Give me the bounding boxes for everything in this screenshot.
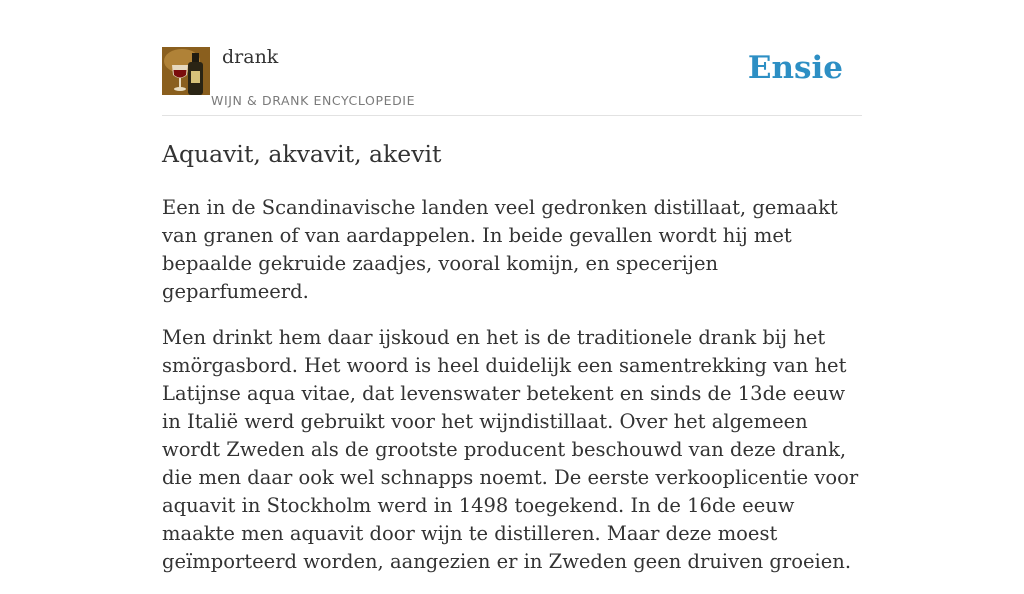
source-subtitle: WIJN & DRANK ENCYCLOPEDIE	[211, 93, 416, 108]
wine-glass-bottle-icon[interactable]	[162, 47, 210, 95]
article-paragraph: Een in de Scandinavische landen veel gedronken distillaat, gemaakt van granen of van aardappelen. In beide gevallen wordt hij met bepaalde gekruide zaadjes, vooral komijn, en specerijen geparfumeerd.	[162, 196, 838, 303]
article-title: Aquavit, akvavit, akevit	[162, 140, 442, 168]
article-paragraph: Men drinkt hem daar ijskoud en het is de traditionele drank bij het smörgasbord. Het woord is heel duidelijk een samentrekking van het Latijnse aqua vitae, dat levenswater betekent en sinds de 13de eeuw in Italië werd gebruikt voor het wijndistillaat. Over het algemeen wordt Zweden als de grootste producent beschouwd van deze drank, die men daar ook wel schnapps noemt. De eerste verkooplicentie voor aquavit in Stockholm werd in 1498 toegekend. In de 16de eeuw maakte men aquavit door wijn te distilleren. Maar deze moest geïmporteerd worden, aangezien er in Zweden geen druiven groeien.	[162, 326, 859, 573]
header	[162, 40, 862, 116]
source-name-link[interactable]: drank	[222, 46, 279, 68]
article	[162, 136, 862, 594]
avatar-illustration	[162, 47, 210, 95]
brand-logo[interactable]: Ensie	[747, 50, 843, 86]
